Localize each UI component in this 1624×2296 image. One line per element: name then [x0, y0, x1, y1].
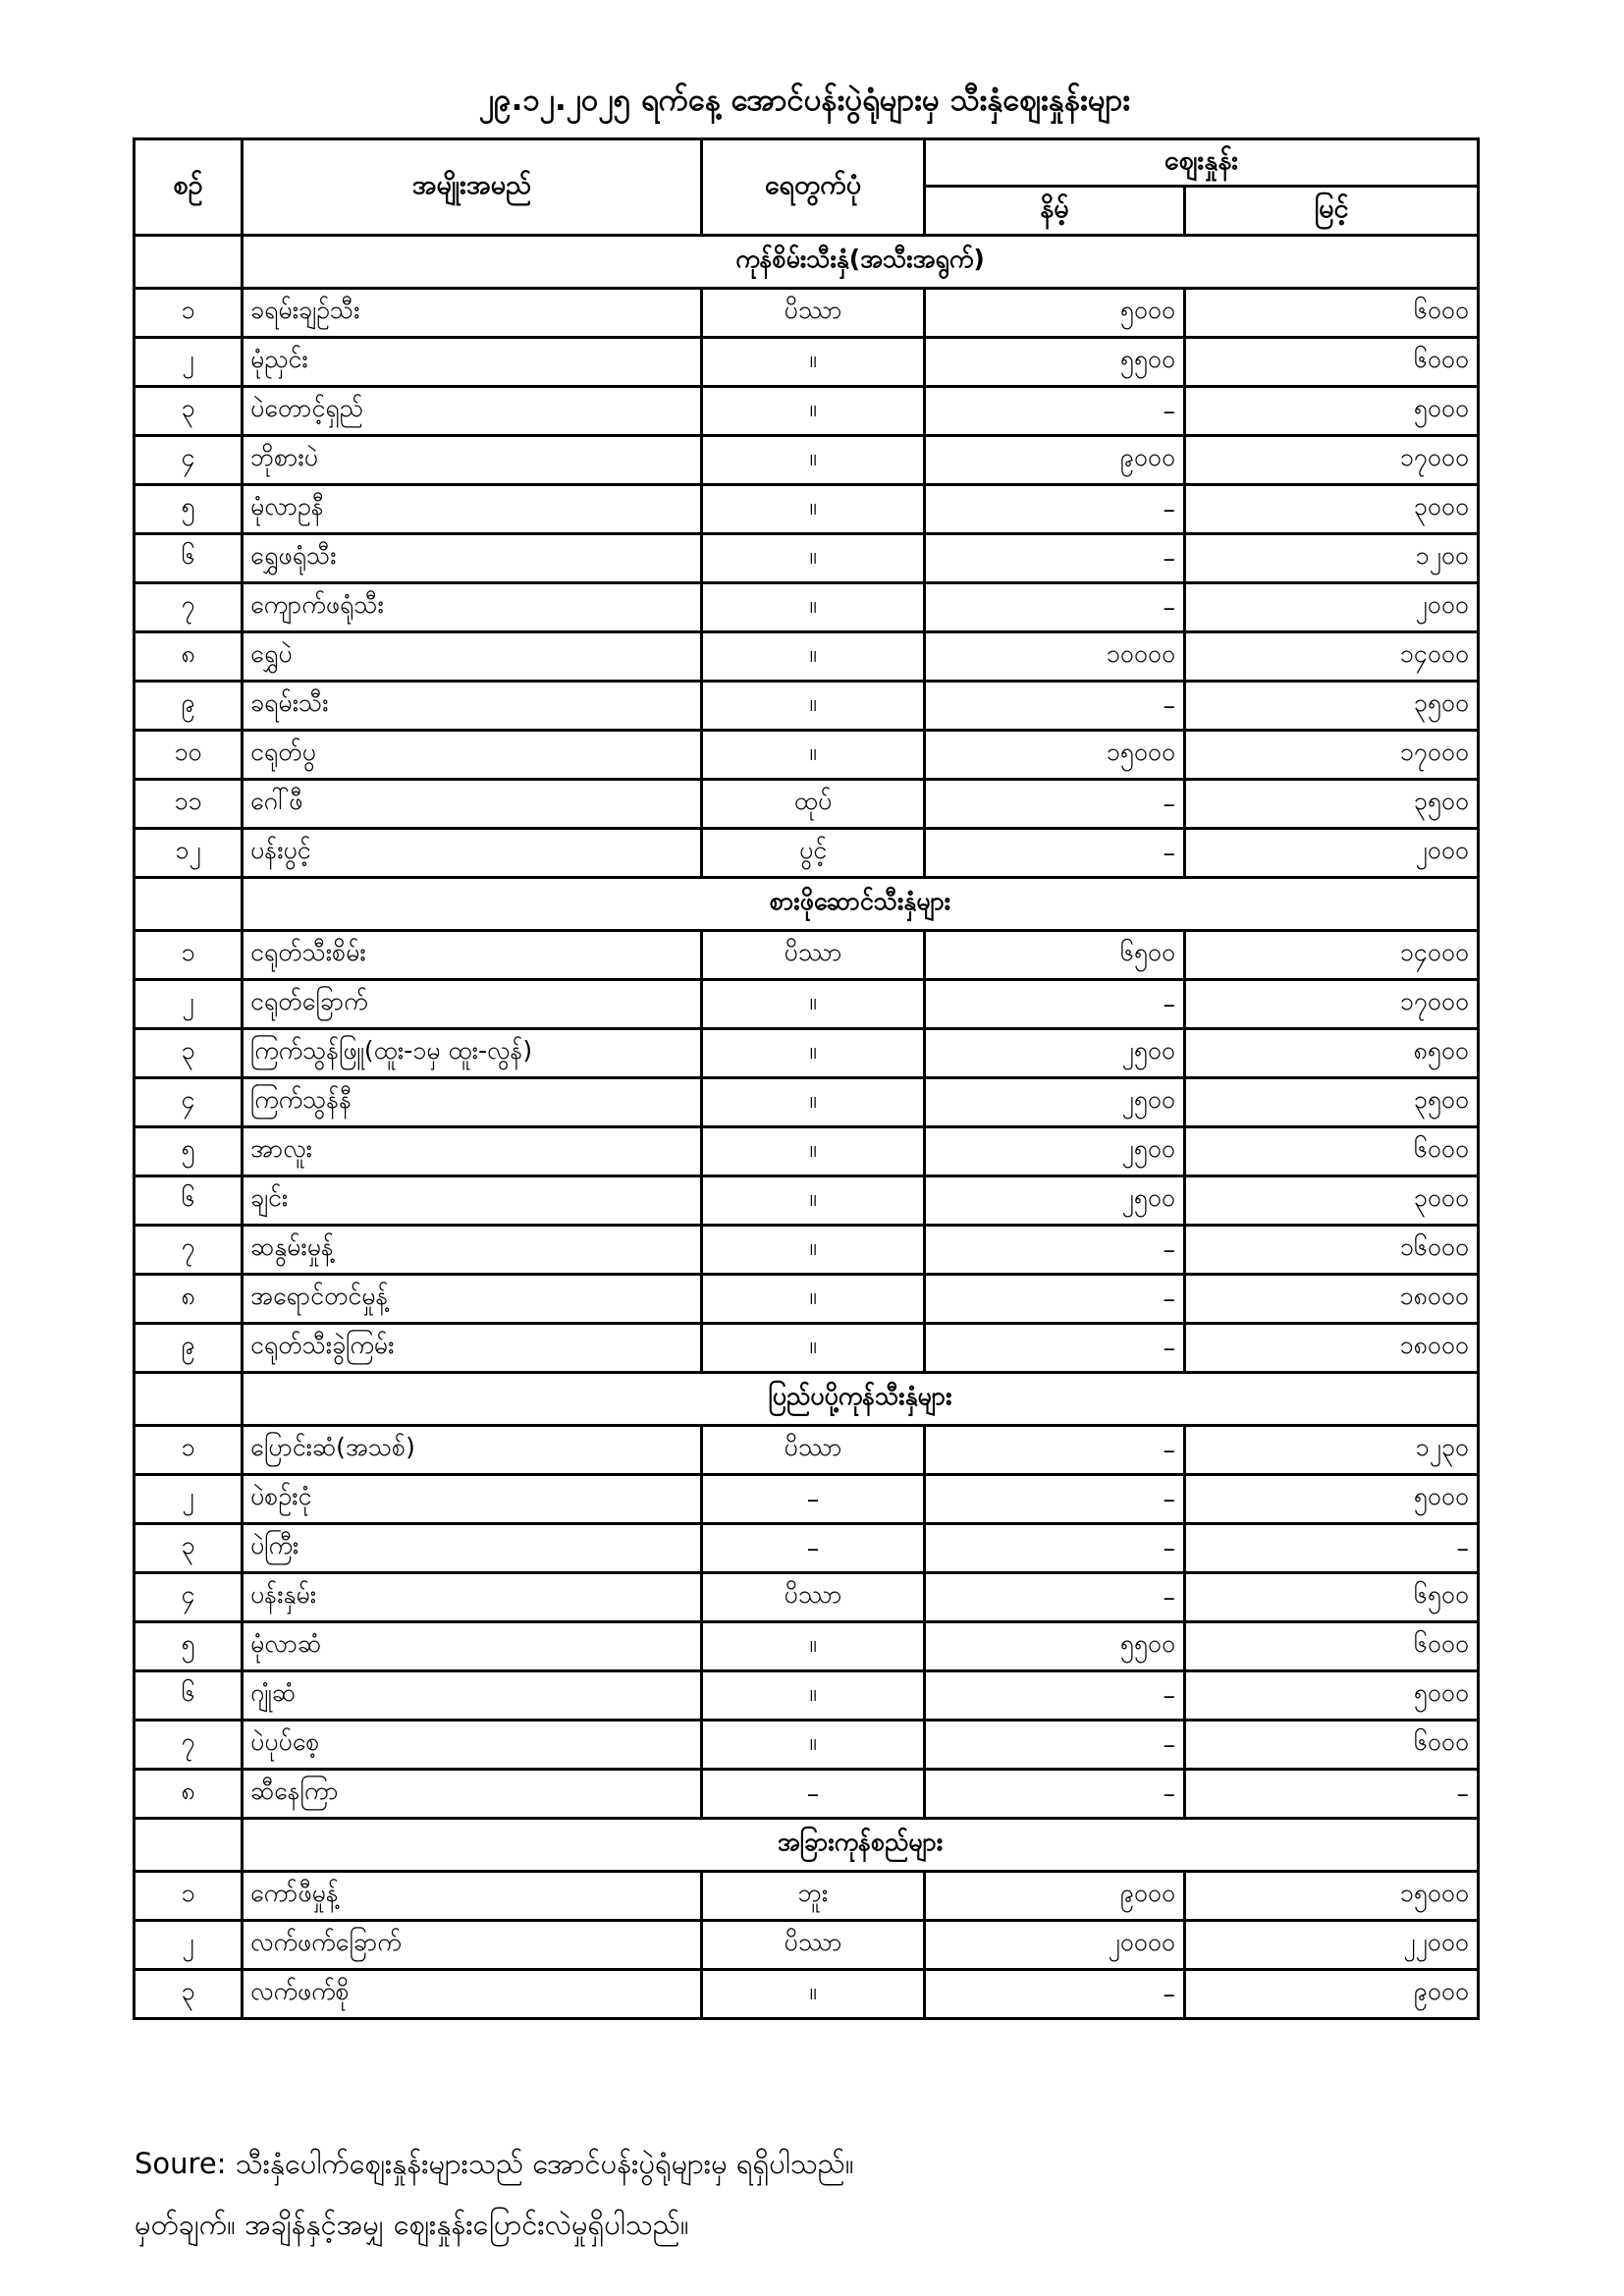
low-price-cell: –: [925, 1770, 1185, 1819]
unit-cell: ။: [702, 1721, 925, 1770]
unit-cell: ။: [702, 534, 925, 583]
table-row: [135, 289, 1479, 338]
row-number-cell: ၁၂: [135, 829, 243, 878]
unit-cell: ပွင့်: [702, 829, 925, 878]
high-price-cell: ၃၅၀၀: [1185, 682, 1479, 731]
footer-source: Soure: သီးနှံပေါက်ဈေးနှုန်းများသည် အောင်ပန်းပွဲရုံများမှ ရရှိပါသည်။: [135, 2147, 854, 2180]
item-name-cell: ဂျုံဆံ: [243, 1671, 702, 1721]
table-row: [135, 1029, 1479, 1078]
item-name-cell: ချင်း: [243, 1176, 702, 1226]
item-name-cell: လက်ဖက်ခြောက်: [243, 1921, 702, 1970]
section-header-row: [135, 878, 1479, 931]
section-title: ပြည်ပပို့ကုန်သီးနှံများ: [243, 1373, 1479, 1426]
section-title: ကုန်စိမ်းသီးနှံ(အသီးအရွက်): [243, 236, 1479, 289]
item-name-cell: ကျောက်ဖရုံသီး: [243, 583, 702, 632]
row-number-cell: ၆: [135, 1671, 243, 1721]
table-row: [135, 1176, 1479, 1226]
high-price-cell: ၁၇၀၀၀: [1185, 436, 1479, 485]
unit-cell: –: [702, 1524, 925, 1573]
low-price-cell: –: [925, 1275, 1185, 1324]
item-name-cell: ငရုတ်ပွ: [243, 731, 702, 780]
unit-cell: ။: [702, 1324, 925, 1373]
low-price-cell: –: [925, 1573, 1185, 1622]
table-row: [135, 1475, 1479, 1524]
row-number-cell: ၂: [135, 1475, 243, 1524]
row-number-cell: ၈: [135, 632, 243, 682]
low-price-cell: –: [925, 1721, 1185, 1770]
header-high: မြင့်: [1185, 187, 1479, 236]
section-empty-cell: [135, 1819, 243, 1872]
row-number-cell: ၄: [135, 436, 243, 485]
table-row: [135, 534, 1479, 583]
row-number-cell: ၇: [135, 1226, 243, 1275]
header-low: နိမ့်: [925, 187, 1185, 236]
table-row: [135, 1275, 1479, 1324]
low-price-cell: ၂၅၀၀: [925, 1127, 1185, 1176]
item-name-cell: ဆနွမ်းမှုန့်: [243, 1226, 702, 1275]
unit-cell: ။: [702, 1078, 925, 1127]
unit-cell: ပိဿာ: [702, 1573, 925, 1622]
low-price-cell: –: [925, 1475, 1185, 1524]
low-price-cell: ၂၅၀၀: [925, 1176, 1185, 1226]
unit-cell: ထုပ်: [702, 780, 925, 829]
row-number-cell: ၂: [135, 338, 243, 387]
table-row: [135, 485, 1479, 534]
unit-cell: ။: [702, 1275, 925, 1324]
low-price-cell: –: [925, 583, 1185, 632]
item-name-cell: ပဲစဉ်းငုံ: [243, 1475, 702, 1524]
high-price-cell: ၉၀၀၀: [1185, 1970, 1479, 2019]
low-price-cell: ၅၀၀၀: [925, 289, 1185, 338]
unit-cell: ။: [702, 1127, 925, 1176]
high-price-cell: ၁၈၀၀၀: [1185, 1324, 1479, 1373]
table-row: [135, 1721, 1479, 1770]
row-number-cell: ၁၁: [135, 780, 243, 829]
item-name-cell: အရောင်တင်မှုန့်: [243, 1275, 702, 1324]
header-unit: ရေတွက်ပုံ: [702, 139, 925, 236]
item-name-cell: မုံလာဥနီ: [243, 485, 702, 534]
high-price-cell: ၃၅၀၀: [1185, 780, 1479, 829]
low-price-cell: ၉၀၀၀: [925, 436, 1185, 485]
unit-cell: ။: [702, 682, 925, 731]
high-price-cell: ၃၅၀၀: [1185, 1078, 1479, 1127]
high-price-cell: ၆၅၀၀: [1185, 1573, 1479, 1622]
high-price-cell: ၅၀၀၀: [1185, 387, 1479, 436]
table-row: [135, 829, 1479, 878]
low-price-cell: –: [925, 682, 1185, 731]
row-number-cell: ၈: [135, 1770, 243, 1819]
unit-cell: ။: [702, 436, 925, 485]
high-price-cell: ၁၄၀၀၀: [1185, 632, 1479, 682]
low-price-cell: –: [925, 780, 1185, 829]
section-header-row: [135, 1819, 1479, 1872]
unit-cell: ။: [702, 731, 925, 780]
unit-cell: ။: [702, 1671, 925, 1721]
item-name-cell: ရွှေဖရုံသီး: [243, 534, 702, 583]
table-row: [135, 980, 1479, 1029]
item-name-cell: ခရမ်းချဉ်သီး: [243, 289, 702, 338]
item-name-cell: ငရုတ်ခြောက်: [243, 980, 702, 1029]
section-header-row: [135, 236, 1479, 289]
header-no: စဉ်: [135, 139, 243, 236]
unit-cell: ပိဿာ: [702, 1426, 925, 1475]
low-price-cell: –: [925, 534, 1185, 583]
table-row: [135, 1622, 1479, 1671]
low-price-cell: –: [925, 1226, 1185, 1275]
unit-cell: –: [702, 1770, 925, 1819]
unit-cell: ။: [702, 1622, 925, 1671]
item-name-cell: ခရမ်းသီး: [243, 682, 702, 731]
low-price-cell: ၁၀၀၀၀: [925, 632, 1185, 682]
item-name-cell: လက်ဖက်စို: [243, 1970, 702, 2019]
table-row: [135, 1078, 1479, 1127]
item-name-cell: ပန်းပွင့်: [243, 829, 702, 878]
row-number-cell: ၃: [135, 387, 243, 436]
row-number-cell: ၂: [135, 1921, 243, 1970]
high-price-cell: ၃၀၀၀: [1185, 485, 1479, 534]
high-price-cell: ၁၈၀၀၀: [1185, 1275, 1479, 1324]
item-name-cell: ပဲကြီး: [243, 1524, 702, 1573]
unit-cell: –: [702, 1475, 925, 1524]
unit-cell: ။: [702, 1226, 925, 1275]
table-row: [135, 1872, 1479, 1921]
section-empty-cell: [135, 236, 243, 289]
row-number-cell: ၁၀: [135, 731, 243, 780]
unit-cell: ပိဿာ: [702, 931, 925, 980]
price-table: [133, 137, 1480, 2020]
row-number-cell: ၆: [135, 1176, 243, 1226]
section-empty-cell: [135, 878, 243, 931]
item-name-cell: ပဲပုပ်စေ့: [243, 1721, 702, 1770]
high-price-cell: ၁၇၀၀၀: [1185, 731, 1479, 780]
table-body: [135, 236, 1479, 2019]
row-number-cell: ၇: [135, 1721, 243, 1770]
low-price-cell: ၅၅၀၀: [925, 1622, 1185, 1671]
high-price-cell: ၁၂၃၀: [1185, 1426, 1479, 1475]
high-price-cell: –: [1185, 1770, 1479, 1819]
low-price-cell: ၆၅၀၀: [925, 931, 1185, 980]
table-row: [135, 436, 1479, 485]
item-name-cell: ဂေါ်ဖီ: [243, 780, 702, 829]
high-price-cell: ၁၂၀၀: [1185, 534, 1479, 583]
table-row: [135, 1524, 1479, 1573]
unit-cell: ။: [702, 1970, 925, 2019]
table-row: [135, 583, 1479, 632]
unit-cell: ။: [702, 980, 925, 1029]
low-price-cell: ၅၅၀၀: [925, 338, 1185, 387]
unit-cell: ဘူး: [702, 1872, 925, 1921]
row-number-cell: ၄: [135, 1573, 243, 1622]
section-header-row: [135, 1373, 1479, 1426]
row-number-cell: ၅: [135, 1622, 243, 1671]
section-title: အခြားကုန်စည်များ: [243, 1819, 1479, 1872]
unit-cell: ပိဿာ: [702, 289, 925, 338]
low-price-cell: –: [925, 485, 1185, 534]
footer-note: မှတ်ချက်။ အချိန်နှင့်အမျှ ဈေးနှုန်းပြောင်းလဲမှုရှိပါသည်။: [135, 2208, 689, 2241]
unit-cell: ။: [702, 632, 925, 682]
row-number-cell: ၁: [135, 1426, 243, 1475]
high-price-cell: ၁၆၀၀၀: [1185, 1226, 1479, 1275]
high-price-cell: ၃၀၀၀: [1185, 1176, 1479, 1226]
high-price-cell: ၆၀၀၀: [1185, 289, 1479, 338]
table-row: [135, 1671, 1479, 1721]
item-name-cell: ဆီနေကြာ: [243, 1770, 702, 1819]
low-price-cell: ၉၀၀၀: [925, 1872, 1185, 1921]
table-row: [135, 780, 1479, 829]
high-price-cell: –: [1185, 1524, 1479, 1573]
high-price-cell: ၅၀၀၀: [1185, 1475, 1479, 1524]
table-row: [135, 1921, 1479, 1970]
item-name-cell: ငရုတ်သီးစိမ်း: [243, 931, 702, 980]
row-number-cell: ၈: [135, 1275, 243, 1324]
table-row: [135, 931, 1479, 980]
table-row: [135, 682, 1479, 731]
footer: [135, 2144, 1489, 2266]
table-row: [135, 1970, 1479, 2019]
row-number-cell: ၂: [135, 980, 243, 1029]
table-row: [135, 1324, 1479, 1373]
unit-cell: ။: [702, 583, 925, 632]
unit-cell: ။: [702, 485, 925, 534]
table-row: [135, 1770, 1479, 1819]
section-title: စားဖိုဆောင်သီးနှံများ: [243, 878, 1479, 931]
row-number-cell: ၄: [135, 1078, 243, 1127]
unit-cell: ။: [702, 338, 925, 387]
row-number-cell: ၅: [135, 1127, 243, 1176]
table-row: [135, 1226, 1479, 1275]
high-price-cell: ၆၀၀၀: [1185, 1622, 1479, 1671]
row-number-cell: ၃: [135, 1970, 243, 2019]
low-price-cell: –: [925, 1324, 1185, 1373]
item-name-cell: ရွှေပဲ: [243, 632, 702, 682]
low-price-cell: ၂၅၀၀: [925, 1078, 1185, 1127]
table-row: [135, 338, 1479, 387]
unit-cell: ပိဿာ: [702, 1921, 925, 1970]
table-row: [135, 387, 1479, 436]
header-name: အမျိုးအမည်: [243, 139, 702, 236]
low-price-cell: –: [925, 1671, 1185, 1721]
table-row: [135, 1426, 1479, 1475]
high-price-cell: ၆၀၀၀: [1185, 1721, 1479, 1770]
low-price-cell: ၁၅၀၀၀: [925, 731, 1185, 780]
low-price-cell: ၂၀၀၀၀: [925, 1921, 1185, 1970]
low-price-cell: ၂၅၀၀: [925, 1029, 1185, 1078]
high-price-cell: ၁၅၀၀၀: [1185, 1872, 1479, 1921]
unit-cell: ။: [702, 1176, 925, 1226]
low-price-cell: –: [925, 1970, 1185, 2019]
page-title: ၂၉.၁၂.၂၀၂၅ ရက်နေ့ အောင်ပန်းပွဲရုံများမှ သီးနှံဈေးနှုန်းများ: [478, 82, 1131, 118]
table-row: [135, 1573, 1479, 1622]
table-row: [135, 632, 1479, 682]
high-price-cell: ၂၀၀၀: [1185, 583, 1479, 632]
section-empty-cell: [135, 1373, 243, 1426]
item-name-cell: မုံလာဆံ: [243, 1622, 702, 1671]
row-number-cell: ၅: [135, 485, 243, 534]
row-number-cell: ၃: [135, 1524, 243, 1573]
item-name-cell: မုံညှင်း: [243, 338, 702, 387]
row-number-cell: ၁: [135, 1872, 243, 1921]
high-price-cell: ၆၀၀၀: [1185, 338, 1479, 387]
row-number-cell: ၁: [135, 931, 243, 980]
high-price-cell: ၁၇၀၀၀: [1185, 980, 1479, 1029]
table-row: [135, 1127, 1479, 1176]
table-header: [135, 139, 1479, 236]
item-name-cell: ပြောင်းဆံ(အသစ်): [243, 1426, 702, 1475]
unit-cell: ။: [702, 387, 925, 436]
row-number-cell: ၇: [135, 583, 243, 632]
high-price-cell: ၂၂၀၀၀: [1185, 1921, 1479, 1970]
high-price-cell: ၈၅၀၀: [1185, 1029, 1479, 1078]
low-price-cell: –: [925, 1426, 1185, 1475]
row-number-cell: ၁: [135, 289, 243, 338]
header-price: ဈေးနှုန်း: [925, 139, 1479, 187]
high-price-cell: ၁၄၀၀၀: [1185, 931, 1479, 980]
unit-cell: ။: [702, 1029, 925, 1078]
high-price-cell: ၂၀၀၀: [1185, 829, 1479, 878]
item-name-cell: ငရုတ်သီးခွဲကြမ်း: [243, 1324, 702, 1373]
item-name-cell: ကြက်သွန်ဖြူ(ထူး-၁မှ ထူး-လွန်): [243, 1029, 702, 1078]
low-price-cell: –: [925, 829, 1185, 878]
item-name-cell: ဘိုစားပဲ: [243, 436, 702, 485]
low-price-cell: –: [925, 980, 1185, 1029]
high-price-cell: ၆၀၀၀: [1185, 1127, 1479, 1176]
row-number-cell: ၆: [135, 534, 243, 583]
item-name-cell: ကြက်သွန်နီ: [243, 1078, 702, 1127]
item-name-cell: ကော်ဖီမှုန့်: [243, 1872, 702, 1921]
row-number-cell: ၉: [135, 1324, 243, 1373]
row-number-cell: ၃: [135, 1029, 243, 1078]
high-price-cell: ၅၀၀၀: [1185, 1671, 1479, 1721]
item-name-cell: ပဲတောင့်ရှည်: [243, 387, 702, 436]
low-price-cell: –: [925, 387, 1185, 436]
low-price-cell: –: [925, 1524, 1185, 1573]
item-name-cell: အာလူး: [243, 1127, 702, 1176]
row-number-cell: ၉: [135, 682, 243, 731]
item-name-cell: ပန်းနှမ်း: [243, 1573, 702, 1622]
table-row: [135, 731, 1479, 780]
